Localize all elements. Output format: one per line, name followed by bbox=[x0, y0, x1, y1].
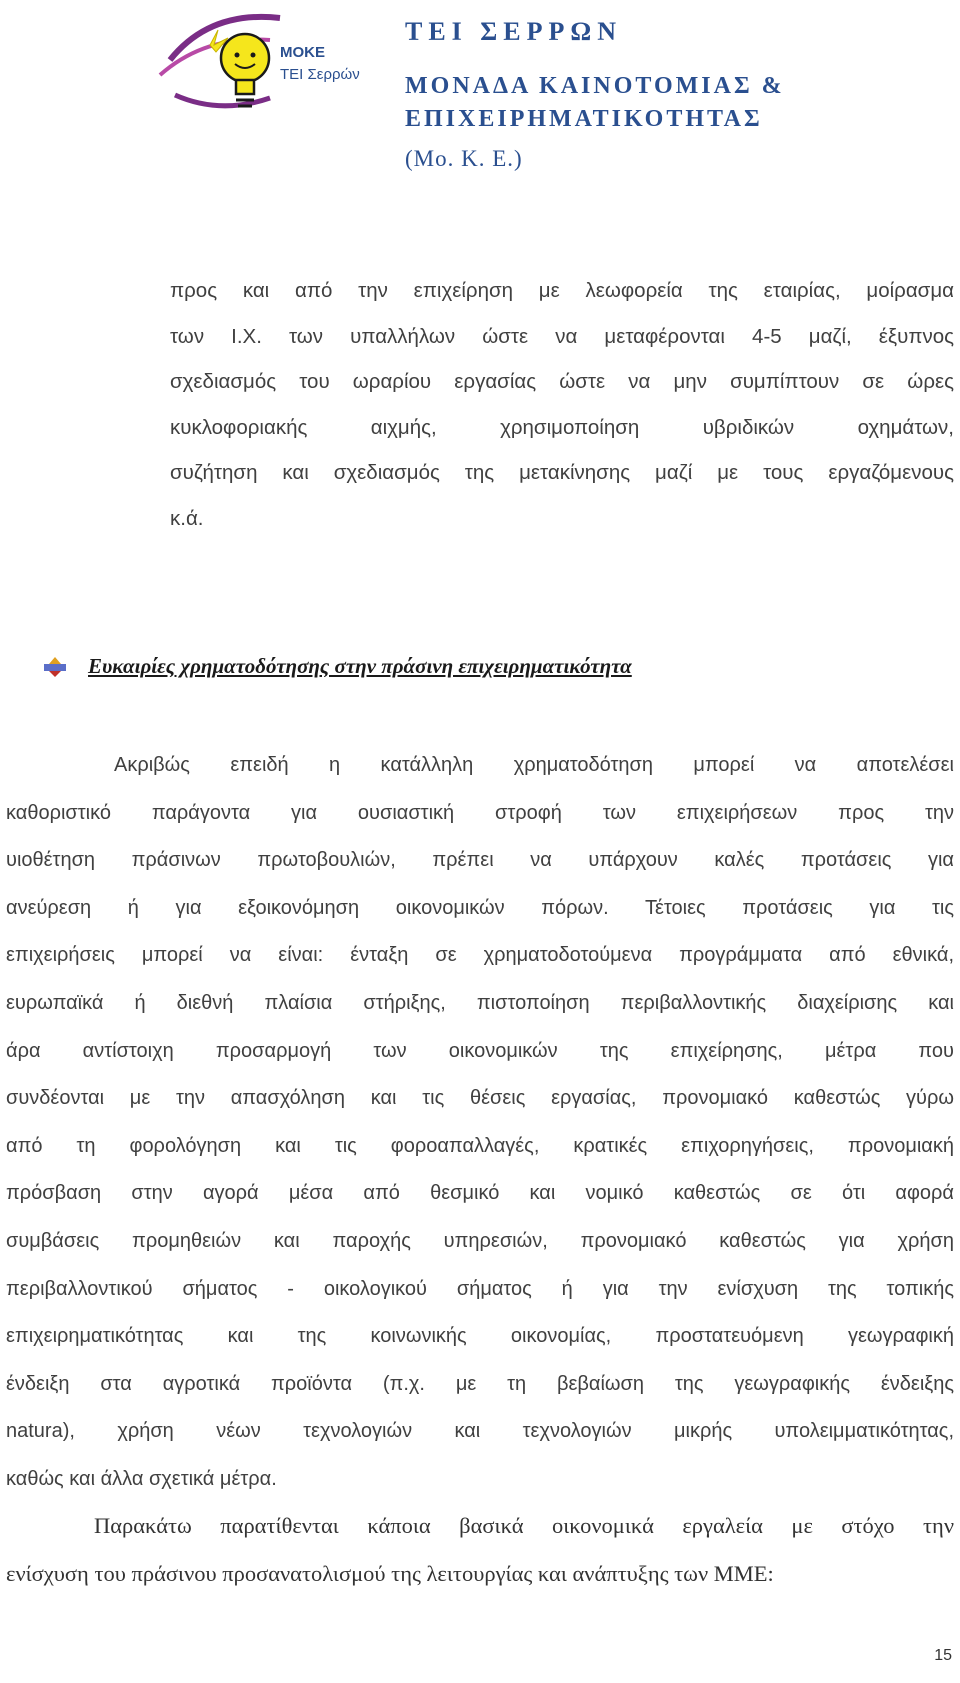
paragraph-funding bbox=[6, 742, 954, 1504]
organization-name bbox=[405, 14, 785, 175]
org-line-2: ΜΟΝΑΔΑ ΚΑΙΝΟΤΟΜΙΑΣ & bbox=[405, 73, 785, 99]
text-line: ευρωπαϊκά ή διεθνή πλαίσια στήριξης, πιστοποίηση περιβαλλοντικής διαχείρισης και bbox=[6, 991, 954, 1014]
text-line: ενίσχυση του πράσινου προσανατολισμού της λειτουργίας και ανάπτυξης των ΜΜΕ: bbox=[6, 1560, 774, 1586]
logo-text-line1: ΜΟΚΕ bbox=[280, 44, 325, 61]
text-line: Ακριβώς επειδή η κατάλληλη χρηματοδότηση μπορεί να αποτελέσει bbox=[114, 754, 954, 776]
section-heading bbox=[42, 648, 942, 684]
text-line: natura), χρήση νέων τεχνολογιών και τεχνολογιών μικρής υπολειμματικότητας, bbox=[6, 1420, 954, 1443]
logo-text-line2: ΤΕΙ Σερρών bbox=[280, 66, 360, 83]
text-line: καθοριστικό παράγοντα για ουσιαστική στροφή των επιχειρήσεων προς την bbox=[6, 801, 954, 824]
paragraph-commute bbox=[170, 268, 954, 541]
text-line: Παρακάτω παρατίθενται κάποια βασικά οικονομικά εργαλεία με στόχο την bbox=[94, 1513, 954, 1538]
text-line: επιχειρηματικότητας και της κοινωνικής οικονομίας, προστατευόμενη γεωγραφική bbox=[6, 1325, 954, 1348]
org-line-1: ΤΕΙ ΣΕΡΡΩΝ bbox=[405, 17, 623, 46]
text-line: κυκλοφοριακής αιχμής, χρησιμοποίηση υβριδικών οχημάτων, bbox=[170, 415, 954, 439]
text-line: υιοθέτηση πράσινων πρωτοβουλιών, πρέπει να υπάρχουν καλές προτάσεις για bbox=[6, 849, 954, 872]
paragraph-tools-intro bbox=[6, 1502, 954, 1597]
org-line-3: ΕΠΙΧΕΙΡΗΜΑΤΙΚΟΤΗΤΑΣ bbox=[405, 106, 763, 132]
arrow-bullet-icon bbox=[42, 656, 68, 678]
text-line: ανεύρεση ή για εξοικονόμηση οικονομικών πόρων. Τέτοιες προτάσεις για τις bbox=[6, 896, 954, 919]
text-line: από τη φορολόγηση και τις φοροαπαλλαγές, κρατικές επιχορηγήσεις, προνομιακή bbox=[6, 1134, 954, 1157]
org-line-4: (Μο. Κ. Ε.) bbox=[405, 146, 523, 171]
text-line: συμβάσεις προμηθειών και παροχής υπηρεσιών, προνομιακό καθεστώς για χρήση bbox=[6, 1229, 954, 1252]
text-line: άρα αντίστοιχη προσαρμογή των οικονομικών της επιχείρησης, μέτρα που bbox=[6, 1039, 954, 1062]
text-line: καθώς και άλλα σχετικά μέτρα. bbox=[6, 1467, 277, 1490]
text-line: πρόσβαση στην αγορά μέσα από θεσμικό και νομικό καθεστώς σε ότι αφορά bbox=[6, 1182, 954, 1205]
text-line: ένδειξη στα αγροτικά προϊόντα (π.χ. με τη βεβαίωση της γεωγραφικής ένδειξης bbox=[6, 1372, 954, 1395]
text-line: προς και από την επιχείρηση με λεωφορεία της εταιρίας, μοίρασμα bbox=[170, 279, 954, 302]
text-line: των Ι.Χ. των υπαλλήλων ώστε να μεταφέρονται 4-5 μαζί, έξυπνος bbox=[170, 324, 954, 348]
text-line: συζήτηση και σχεδιασμός της μετακίνησης μαζί με τους εργαζόμενους bbox=[170, 461, 954, 484]
text-line: συνδέονται με την απασχόληση και τις θέσεις εργασίας, προνομιακό καθεστώς γύρω bbox=[6, 1087, 954, 1110]
text-line: κ.ά. bbox=[170, 506, 204, 530]
text-line: σχεδιασμός του ωραρίου εργασίας ώστε να μην συμπίπτουν σε ώρες bbox=[170, 370, 954, 393]
logo-text bbox=[280, 42, 360, 86]
text-line: επιχειρήσεις μπορεί να είναι: ένταξη σε χρηματοδοτούμενα προγράμματα από εθνικά, bbox=[6, 944, 954, 967]
page-number: 15 bbox=[934, 1647, 952, 1664]
text-line: περιβαλλοντικού σήματος - οικολογικού σήματος ή για την ενίσχυση της τοπικής bbox=[6, 1277, 954, 1300]
section-heading-text: Ευκαιρίες χρηματοδότησης στην πράσινη επιχειρηματικότητα bbox=[88, 654, 632, 678]
page-header bbox=[0, 0, 960, 200]
